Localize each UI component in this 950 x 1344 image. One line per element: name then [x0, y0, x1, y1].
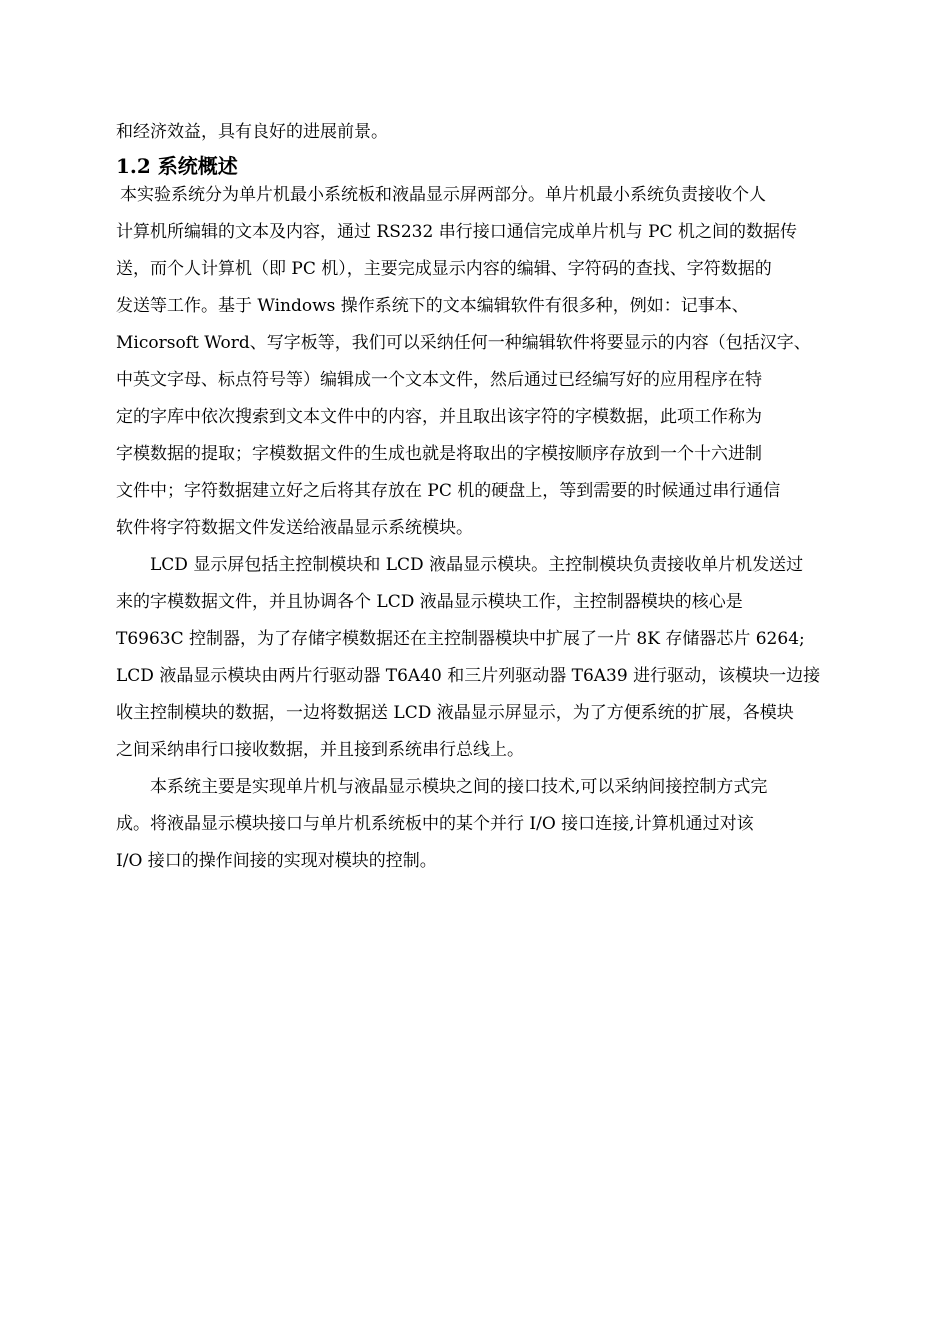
paragraph-overview	[116, 177, 866, 547]
paragraph-line: 定的字库中依次搜索到文本文件中的内容，并且取出该字符的字模数据，此项工作称为	[116, 407, 762, 427]
paragraph-line: LCD 显示屏包括主控制模块和 LCD 液晶显示模块。主控制模块负责接收单片机发送过	[150, 555, 804, 575]
document-body	[116, 122, 866, 880]
paragraph-line: 发送等工作。基于 Windows 操作系统下的文本编辑软件有很多种，例如：记事本、	[116, 296, 749, 316]
paragraph-line: 计算机所编辑的文本及内容，通过 RS232 串行接口通信完成单片机与 PC 机之间的数据传	[116, 222, 797, 242]
section-heading: 1.2 系统概述	[116, 154, 238, 178]
paragraph-line: T6963C 控制器，为了存储字模数据还在主控制器模块中扩展了一片 8K 存储器芯片 6264;	[116, 629, 805, 649]
paragraph-line: 中英文字母、标点符号等）编辑成一个文本文件，然后通过已经编写好的应用程序在特	[116, 370, 762, 390]
paragraph-line: 送，而个人计算机（即 PC 机），主要完成显示内容的编辑、字符码的查找、字符数据的	[116, 259, 772, 279]
paragraph-line: I/O 接口的操作间接的实现对模块的控制。	[116, 851, 437, 871]
paragraph-line: 本系统主要是实现单片机与液晶显示模块之间的接口技术,可以采纳间接控制方式完	[150, 777, 768, 797]
paragraph-line: LCD 液晶显示模块由两片行驱动器 T6A40 和三片列驱动器 T6A39 进行驱动，该模块一边接	[116, 666, 821, 686]
paragraph-line: Micorsoft Word、写字板等，我们可以采纳任何一种编辑软件将要显示的内容（包括汉字、	[116, 333, 811, 353]
paragraph-line: 字模数据的提取；字模数据文件的生成也就是将取出的字模按顺序存放到一个十六进制	[116, 444, 762, 464]
paragraph-line: 文件中；字符数据建立好之后将其存放在 PC 机的硬盘上，等到需要的时候通过串行通信	[116, 481, 781, 501]
paragraph-line: 来的字模数据文件，并且协调各个 LCD 液晶显示模块工作，主控制器模块的核心是	[116, 592, 743, 612]
paragraph-line: 之间采纳串行口接收数据，并且接到系统串行总线上。	[116, 740, 524, 760]
paragraph-line: 本实验系统分为单片机最小系统板和液晶显示屏两部分。单片机最小系统负责接收个人	[120, 185, 766, 205]
paragraph-lcd	[116, 547, 866, 769]
paragraph-interface	[116, 769, 866, 880]
paragraph-line: 成。将液晶显示模块接口与单片机系统板中的某个并行 I/O 接口连接,计算机通过对该	[116, 814, 754, 834]
intro-line: 和经济效益，具有良好的进展前景。	[116, 122, 388, 142]
paragraph-line: 软件将字符数据文件发送给液晶显示系统模块。	[116, 518, 473, 538]
paragraph-line: 收主控制模块的数据，一边将数据送 LCD 液晶显示屏显示，为了方便系统的扩展，各模块	[116, 703, 794, 723]
